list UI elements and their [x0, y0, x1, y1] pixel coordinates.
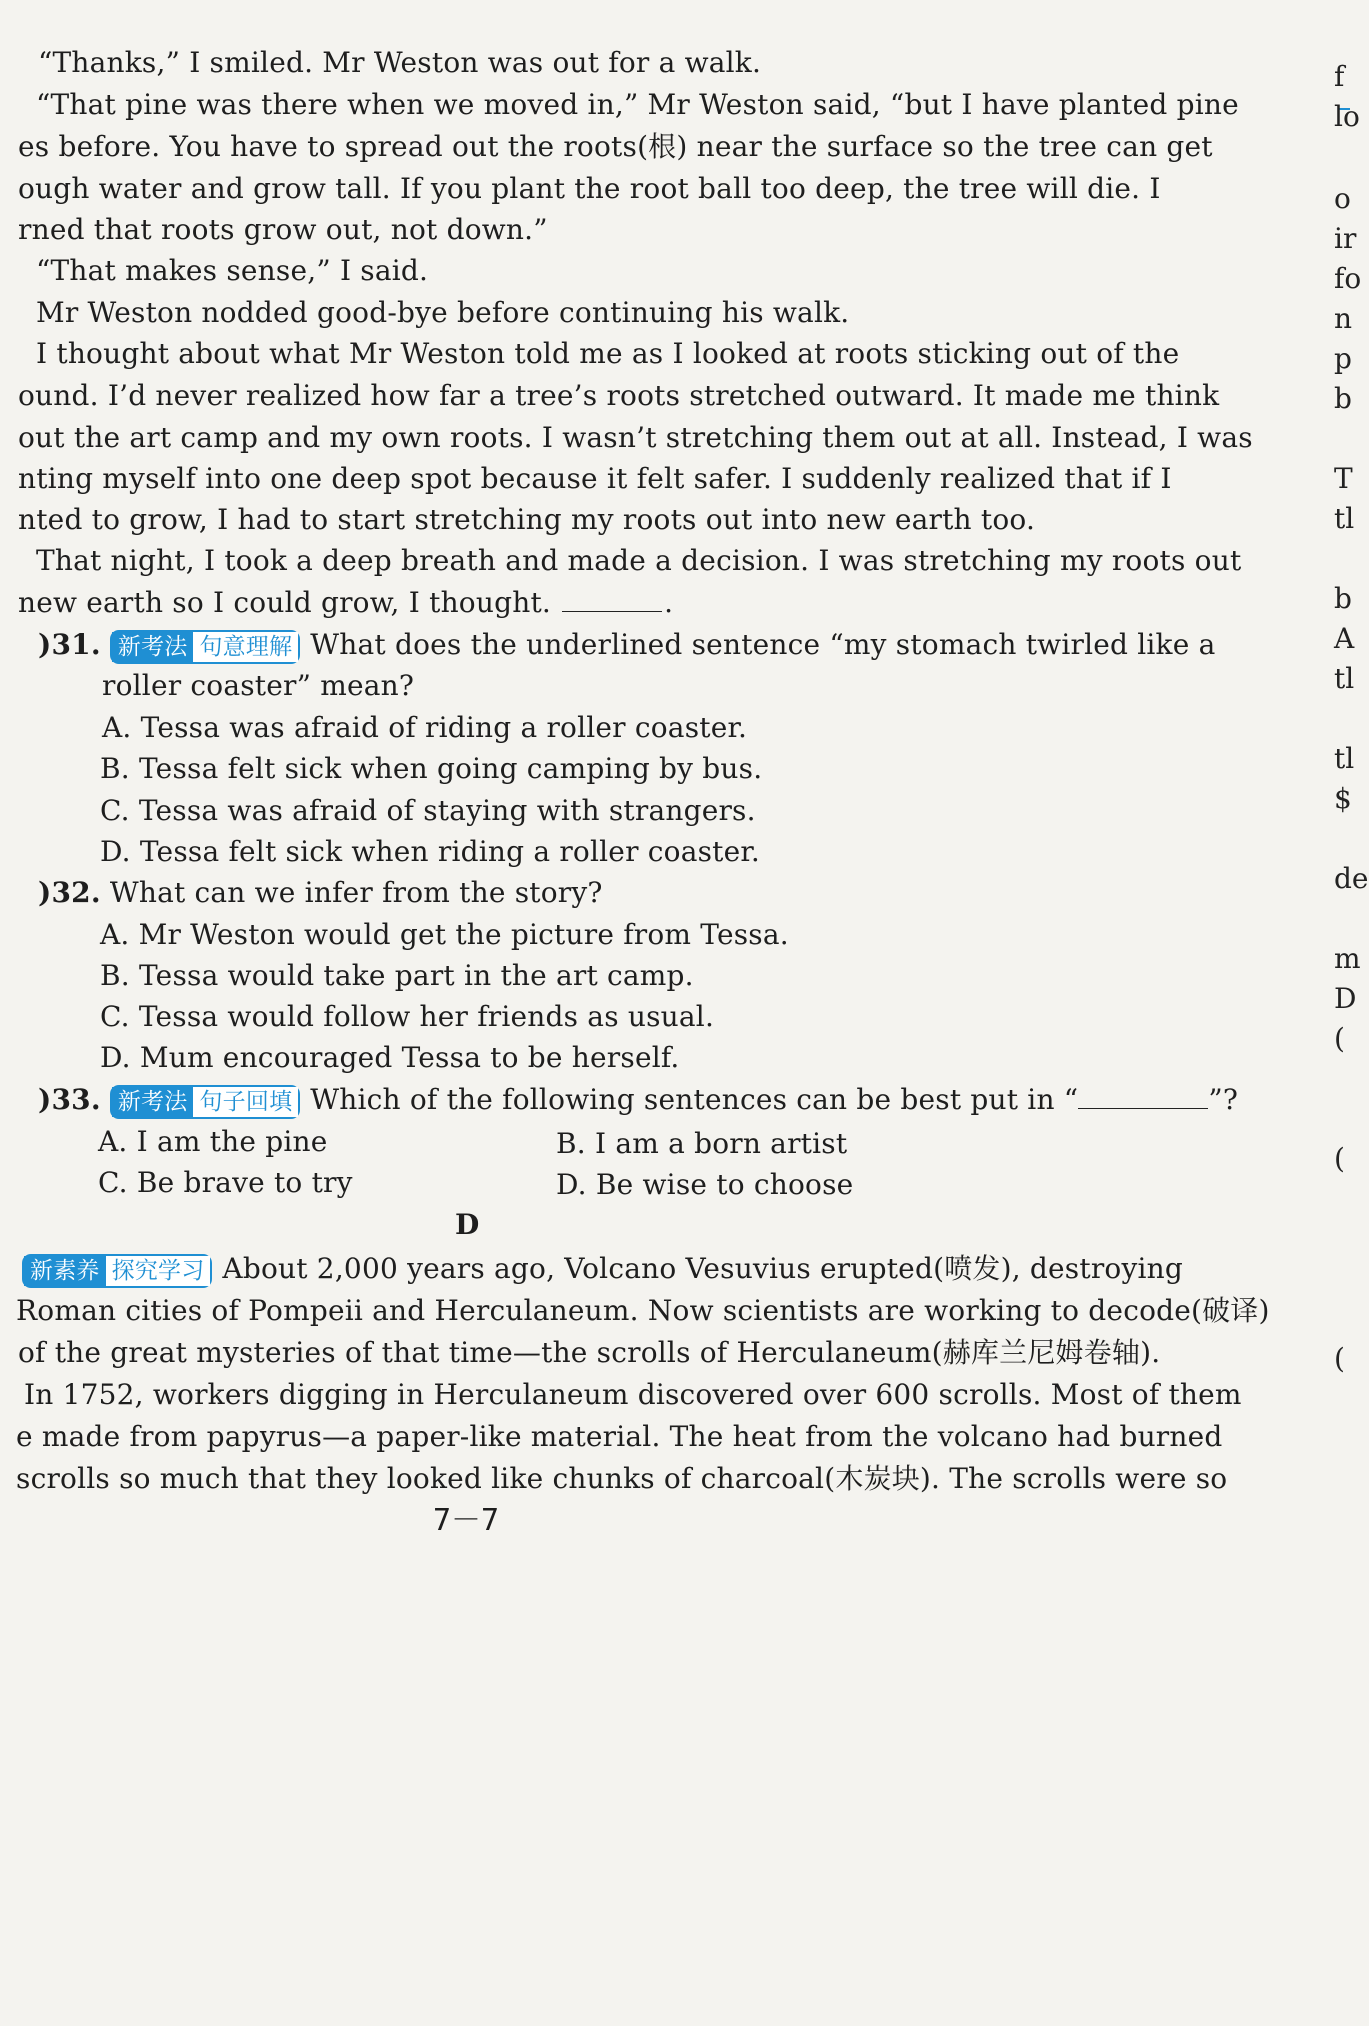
edge-fragment: o [1334, 182, 1351, 215]
passage-last-end: . [664, 586, 674, 619]
passage-line: out the art camp and my own roots. I wasn’t stretching them out at all. Instead, I was [18, 421, 1253, 454]
edge-fragment: de [1334, 862, 1369, 895]
question-type-badge [110, 630, 300, 664]
option-b[interactable]: B. Tessa felt sick when going camping by bus. [100, 752, 763, 785]
edge-fragment: T [1334, 462, 1353, 495]
question-32 [38, 876, 603, 910]
question-number: )31. [38, 628, 101, 661]
edge-fragment: ( [1334, 1342, 1345, 1375]
passage-line: nted to grow, I had to start stretching my roots out into new earth too. [18, 503, 1036, 536]
passage-d-line: Roman cities of Pompeii and Herculaneum. Now scientists are working to decode(破译) [16, 1294, 1270, 1327]
option-b[interactable]: B. I am a born artist [556, 1127, 848, 1160]
option-a[interactable]: A. Tessa was afraid of riding a roller coaster. [102, 711, 748, 744]
page-number: 7－7 [433, 1503, 500, 1538]
edge-fragment: b [1334, 582, 1352, 615]
edge-fragment: lo [1334, 100, 1360, 133]
question-stem-cont: roller coaster” mean? [102, 669, 415, 702]
section-badge [22, 1254, 212, 1288]
edge-fragment: tl [1334, 502, 1355, 535]
passage-line: rned that roots grow out, not down.” [18, 213, 548, 246]
edge-fragment: ( [1334, 1142, 1345, 1175]
passage-d-line: of the great mysteries of that time—the scrolls of Herculaneum(赫库兰尼姆卷轴). [18, 1336, 1161, 1369]
option-d[interactable]: D. Mum encouraged Tessa to be herself. [100, 1041, 680, 1074]
edge-fragment: m [1334, 942, 1361, 975]
section-heading: D [455, 1208, 480, 1241]
edge-fragment: b [1334, 382, 1352, 415]
edge-fragment: f [1334, 60, 1345, 93]
answer-blank[interactable] [562, 589, 662, 612]
question-33 [38, 1083, 1238, 1119]
answer-blank[interactable] [1078, 1086, 1208, 1109]
passage-d-line: scrolls so much that they looked like chunks of charcoal(木炭块). The scrolls were so [16, 1462, 1228, 1495]
edge-fragment: tl [1334, 742, 1355, 775]
passage-d-line: e made from papyrus—a paper-like material. The heat from the volcano had burned [16, 1420, 1223, 1453]
passage-line: nting myself into one deep spot because it felt safer. I suddenly realized that if I [18, 462, 1172, 495]
question-type-badge [110, 1085, 300, 1119]
passage-line: “That makes sense,” I said. [36, 254, 429, 287]
passage-line: ound. I’d never realized how far a tree’s roots stretched outward. It made me think [18, 379, 1220, 412]
passage-line: ough water and grow tall. If you plant the root ball too deep, the tree will die. I [18, 172, 1161, 205]
edge-fragment: n [1334, 302, 1353, 335]
edge-fragment: D [1334, 982, 1357, 1015]
badge-main: 新考法 [112, 1087, 194, 1117]
passage-last-text: new earth so I could grow, I thought. [18, 586, 552, 619]
option-c[interactable]: C. Tessa would follow her friends as usual. [100, 1000, 715, 1033]
passage-d-text: About 2,000 years ago, Volcano Vesuvius erupted(喷发), destroying [222, 1252, 1184, 1285]
option-c[interactable]: C. Tessa was afraid of staying with strangers. [100, 794, 756, 827]
passage-d-line [22, 1252, 1183, 1288]
passage-line: es before. You have to spread out the roots(根) near the surface so the tree can get [18, 130, 1213, 163]
edge-fragment: p [1334, 342, 1352, 375]
passage-line: “That pine was there when we moved in,” Mr Weston said, “but I have planted pine [36, 88, 1239, 121]
passage-line: I thought about what Mr Weston told me as I looked at roots sticking out of the [36, 337, 1180, 370]
option-d[interactable]: D. Tessa felt sick when riding a roller coaster. [100, 835, 760, 868]
edge-fragment: ir [1334, 222, 1357, 255]
badge-main: 新考法 [112, 632, 194, 662]
question-stem-end: ”? [1208, 1083, 1239, 1116]
edge-fragment: A [1334, 622, 1355, 655]
option-a[interactable]: A. Mr Weston would get the picture from Tessa. [100, 918, 789, 951]
option-c[interactable]: C. Be brave to try [98, 1166, 353, 1199]
edge-fragment: fo [1334, 262, 1362, 295]
question-number: )33. [38, 1083, 101, 1116]
edge-fragment: $ [1334, 782, 1352, 815]
option-b[interactable]: B. Tessa would take part in the art camp. [100, 959, 694, 992]
badge-main: 新素养 [24, 1256, 106, 1286]
option-d[interactable]: D. Be wise to choose [556, 1168, 854, 1201]
passage-line: Mr Weston nodded good-bye before continuing his walk. [36, 296, 850, 329]
passage-line: That night, I took a deep breath and made a decision. I was stretching my roots out [36, 544, 1242, 577]
passage-line: “Thanks,” I smiled. Mr Weston was out for a walk. [38, 46, 762, 79]
badge-sub: 探究学习 [106, 1256, 211, 1286]
badge-sub: 句意理解 [193, 632, 298, 662]
question-31 [38, 628, 1215, 664]
edge-fragment: tl [1334, 662, 1355, 695]
question-stem: What does the underlined sentence “my stomach twirled like a [310, 628, 1216, 661]
edge-fragment: ( [1334, 1022, 1345, 1055]
question-stem: What can we infer from the story? [109, 876, 603, 909]
question-number: )32. [38, 876, 101, 909]
option-a[interactable]: A. I am the pine [98, 1125, 328, 1158]
badge-sub: 句子回填 [193, 1087, 298, 1117]
passage-line [18, 586, 673, 620]
question-stem: Which of the following sentences can be best put in “ [310, 1083, 1079, 1116]
passage-d-line: In 1752, workers digging in Herculaneum discovered over 600 scrolls. Most of them [24, 1378, 1242, 1411]
